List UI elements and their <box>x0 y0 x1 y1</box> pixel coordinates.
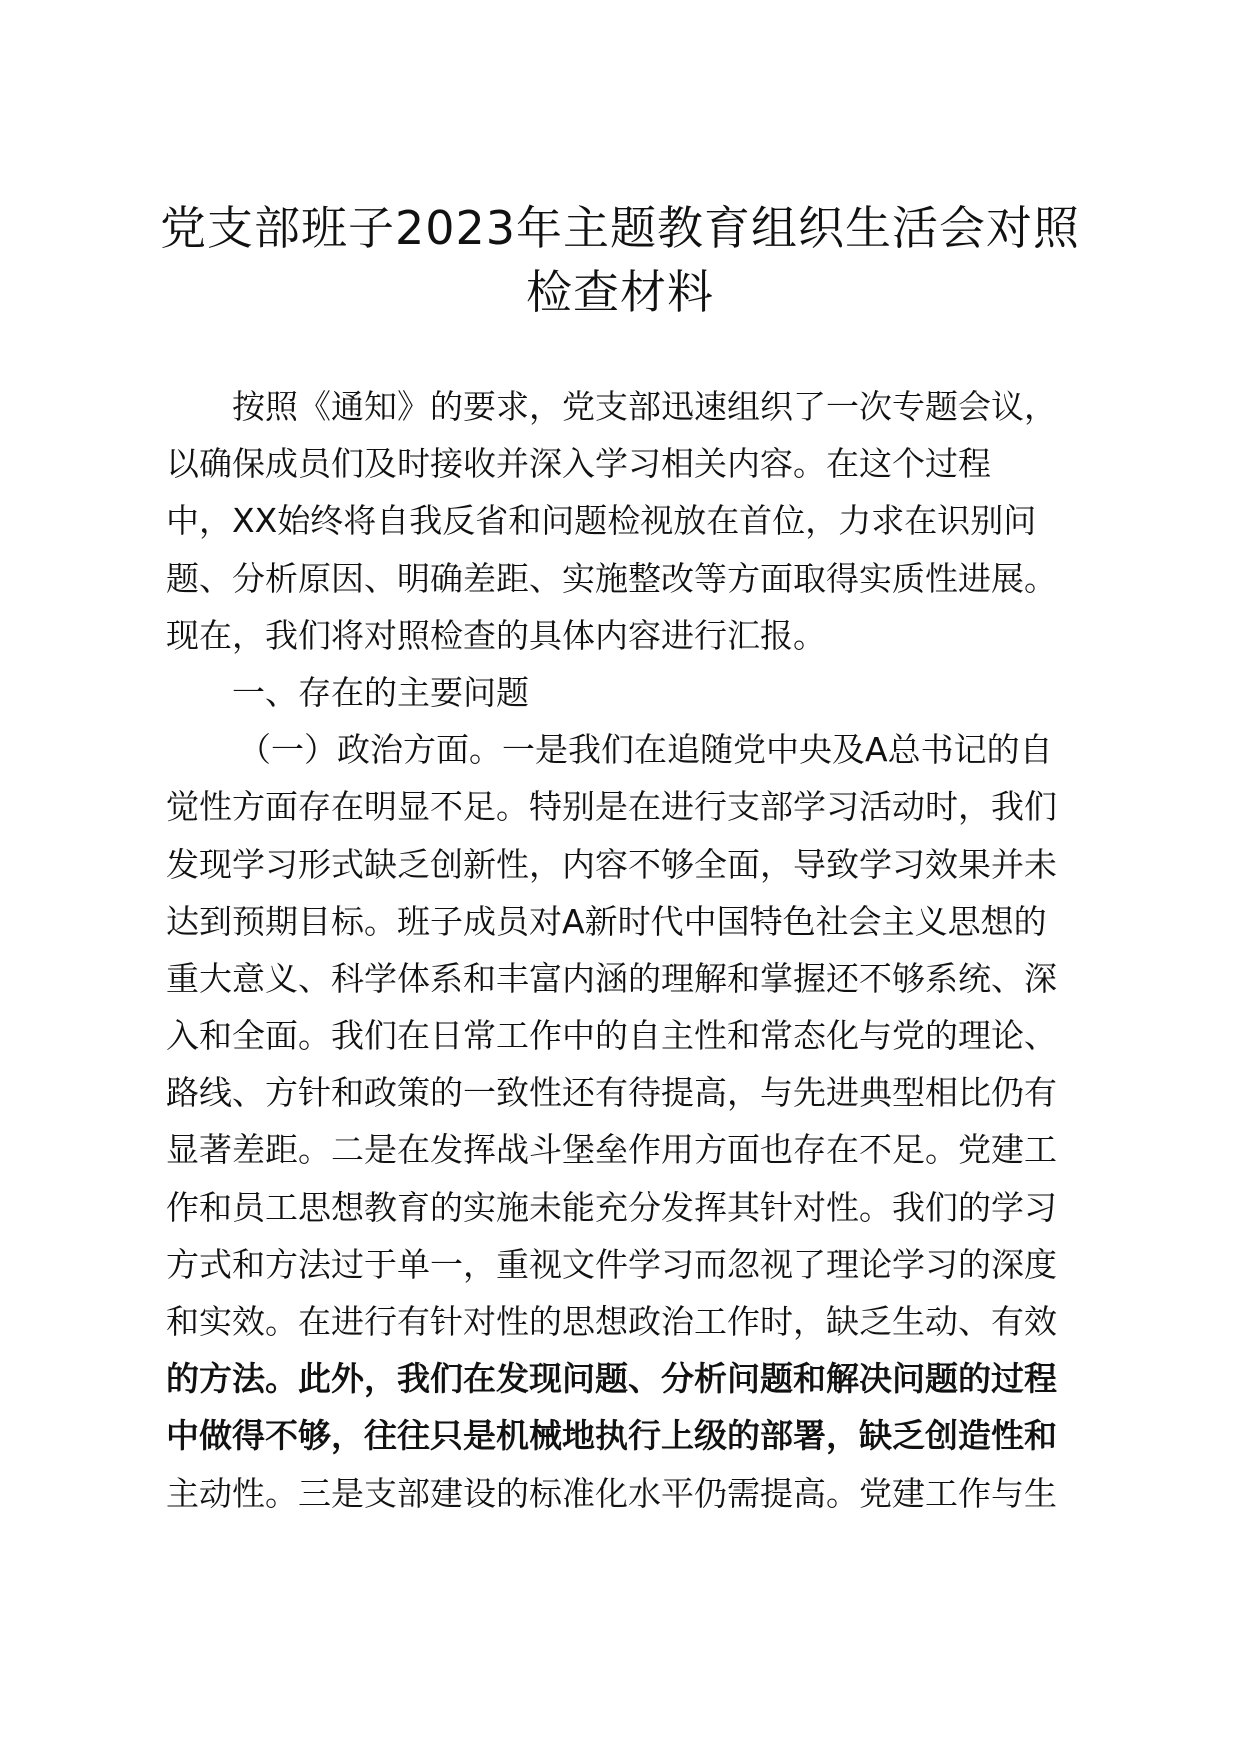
paragraph-line: （一）政治方面。一是我们在追随党中央及A总书记的自 <box>238 730 1053 770</box>
paragraph-line: 和实效。在进行有针对性的思想政治工作时，缺乏生动、有效 <box>166 1302 1057 1341</box>
paragraph-line: 显著差距。二是在发挥战斗堡垒作用方面也存在不足。党建工 <box>166 1130 1057 1170</box>
paragraph-line: 按照《通知》的要求，党支部迅速组织了一次专题会议， <box>232 387 1057 426</box>
paragraph-line: 重大意义、科学体系和丰富内涵的理解和掌握还不够系统、深 <box>166 958 1057 998</box>
paragraph-line: 以确保成员们及时接收并深入学习相关内容。在这个过程 <box>166 444 991 484</box>
paragraph-line: 题、分析原因、明确差距、实施整改等方面取得实质性进展。 <box>166 558 1057 598</box>
document-title <box>140 196 1100 324</box>
paragraph-line: 入和全面。我们在日常工作中的自主性和常态化与党的理论、 <box>166 1016 1057 1056</box>
paragraph-line: 发现学习形式缺乏创新性，内容不够全面，导致学习效果并未 <box>166 844 1057 884</box>
title-line-2: 检查材料 <box>526 265 714 319</box>
paragraph-line: 的方法。此外，我们在发现问题、分析问题和解决问题的过程 <box>166 1359 1057 1399</box>
document-body <box>166 378 1086 1522</box>
paragraph-line: 觉性方面存在明显不足。特别是在进行支部学习活动时，我们 <box>166 787 1057 827</box>
paragraph-line: 作和员工思想教育的实施未能充分发挥其针对性。我们的学习 <box>166 1187 1057 1227</box>
paragraph-line: 路线、方针和政策的一致性还有待提高，与先进典型相比仍有 <box>166 1073 1057 1113</box>
paragraph-line: 中，XX始终将自我反省和问题检视放在首位，力求在识别问 <box>166 501 1037 541</box>
title-line-1: 党支部班子2023年主题教育组织生活会对照 <box>159 201 1081 255</box>
paragraph-line: 达到预期目标。班子成员对A新时代中国特色社会主义思想的 <box>166 901 1047 941</box>
paragraph-line: 方式和方法过于单一，重视文件学习而忽视了理论学习的深度 <box>166 1244 1057 1284</box>
paragraph-line: 中做得不够，往往只是机械地执行上级的部署，缺乏创造性和 <box>166 1416 1057 1456</box>
paragraph-line: 现在，我们将对照检查的具体内容进行汇报。 <box>166 615 826 655</box>
paragraph-line: 主动性。三是支部建设的标准化水平仍需提高。党建工作与生 <box>166 1473 1057 1513</box>
section-heading: 一、存在的主要问题 <box>232 672 529 712</box>
